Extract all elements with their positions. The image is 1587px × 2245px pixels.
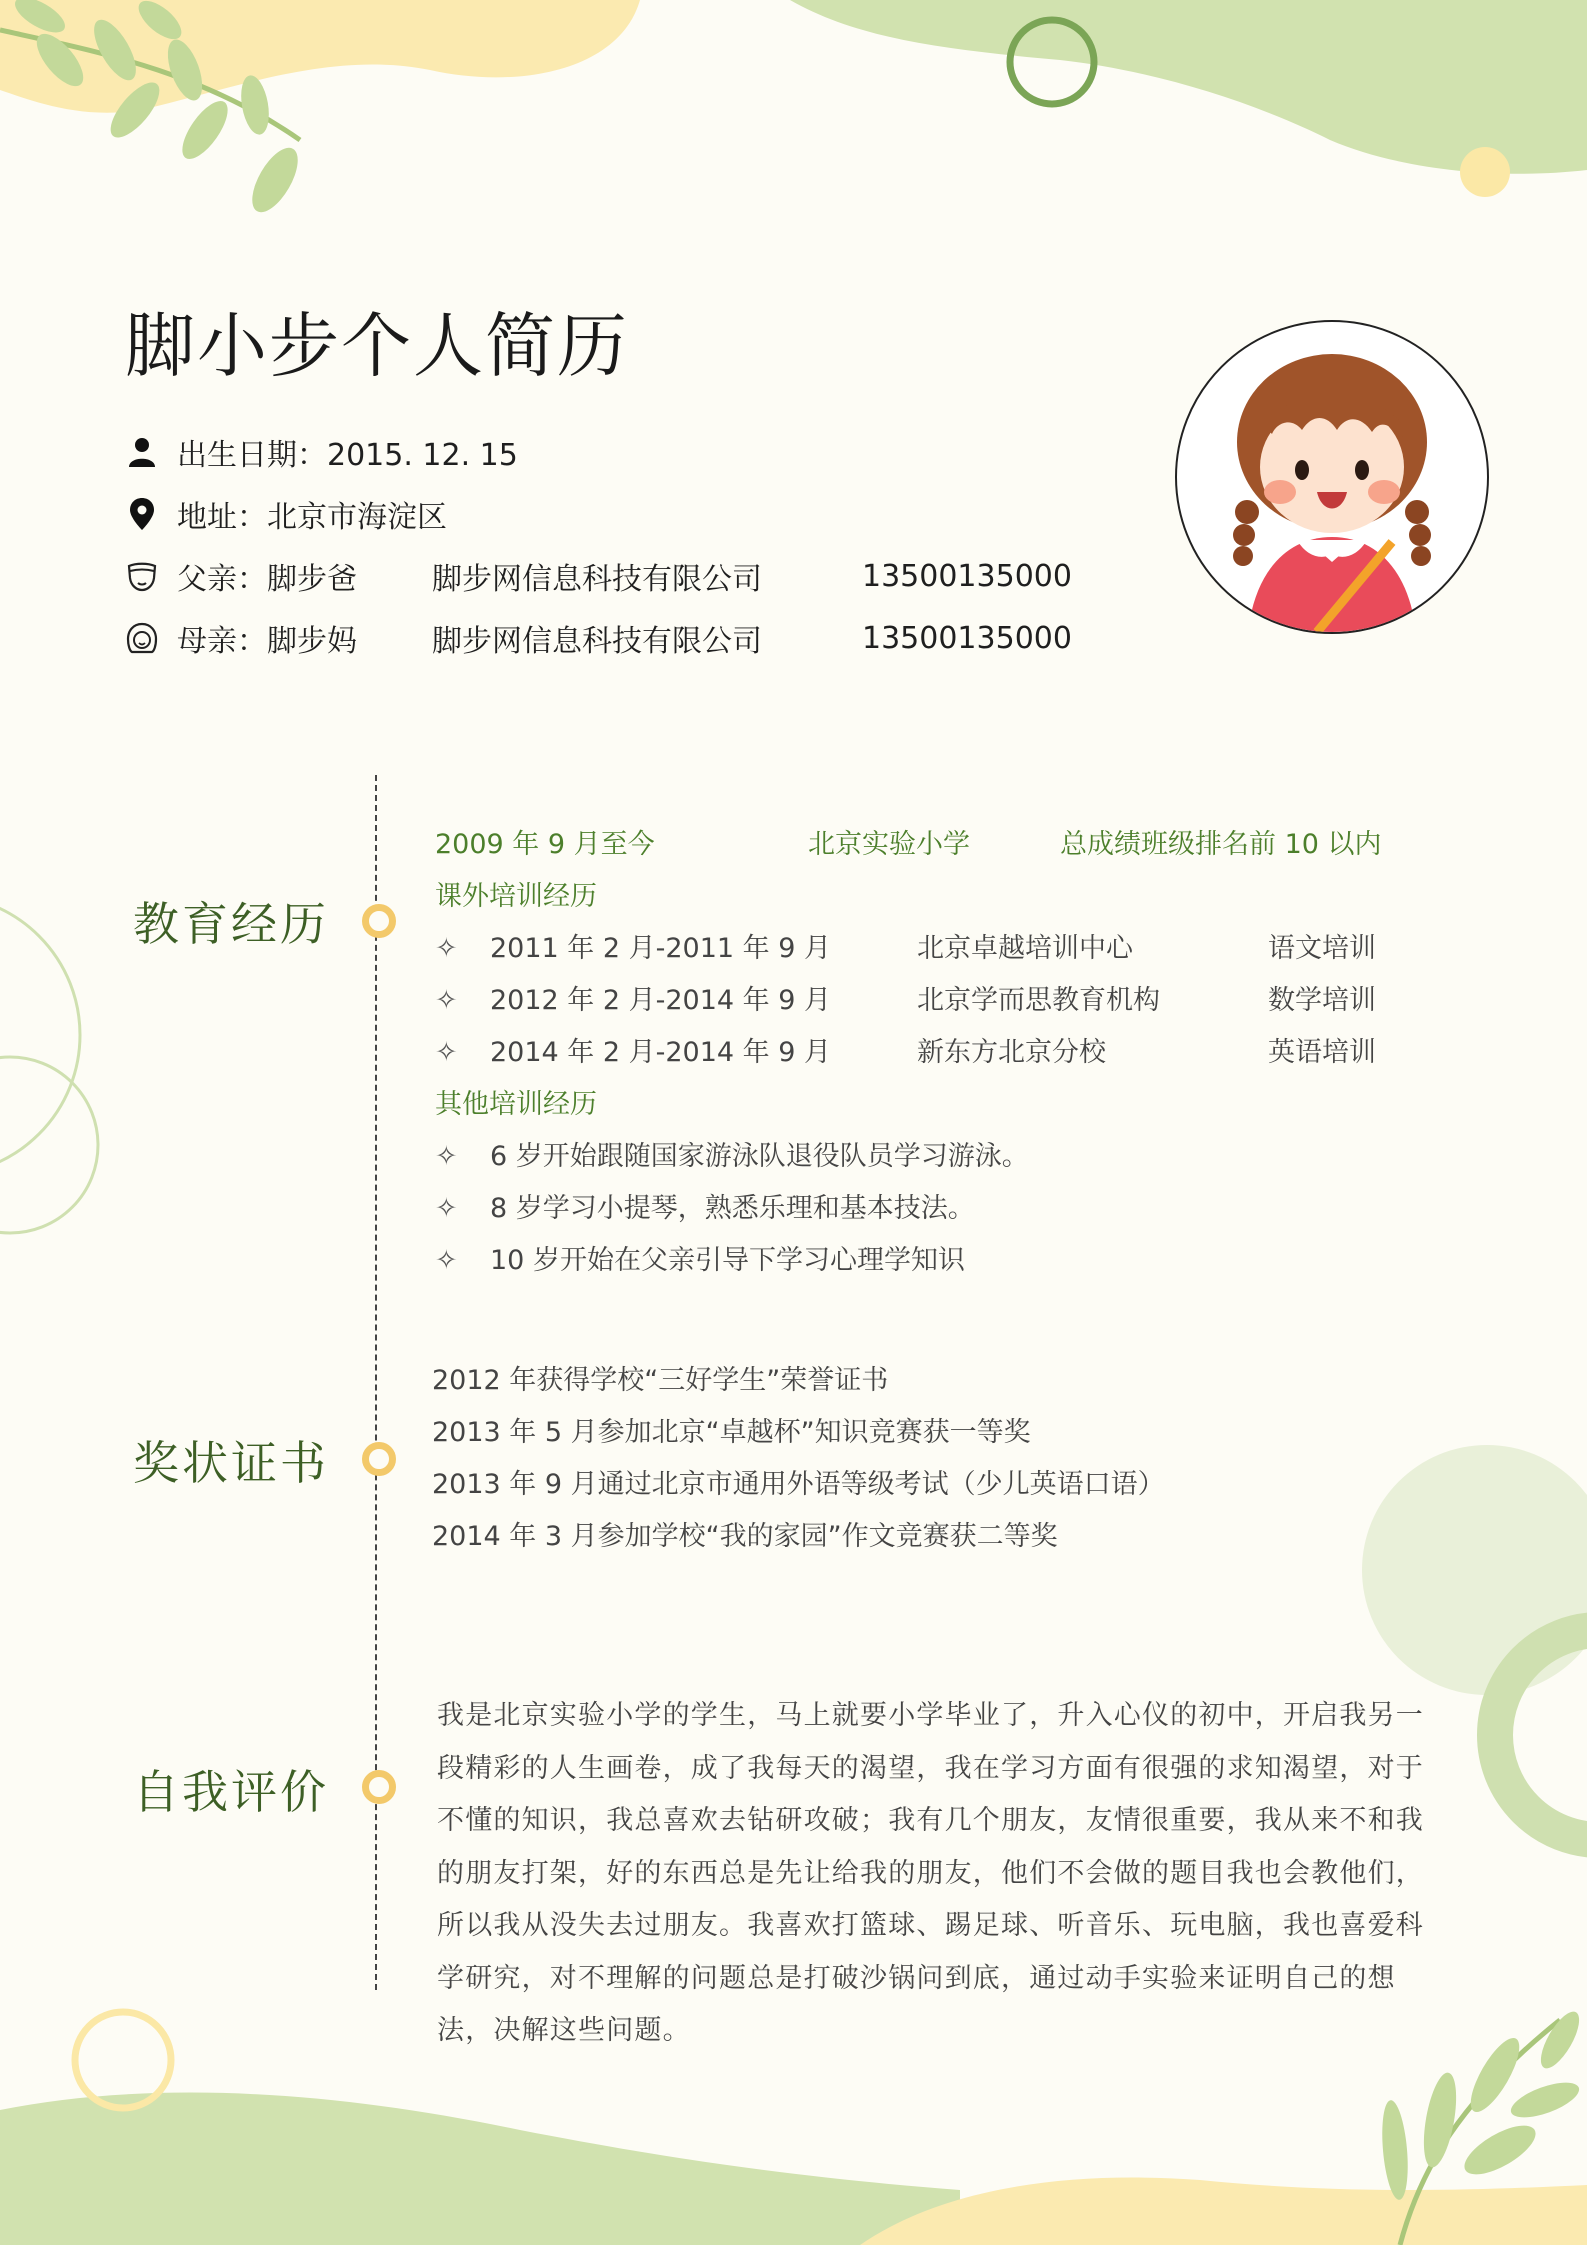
other-training-item — [435, 1189, 975, 1229]
training-row — [435, 981, 831, 1021]
father-phone: 13500135000 — [862, 558, 1072, 594]
award-item: 2012 年获得学校“三好学生”荣誉证书 — [432, 1365, 889, 1396]
leaf-branch-top-left — [0, 0, 307, 219]
top-right-dot — [1460, 147, 1510, 197]
page-title: 脚小步个人简历 — [125, 305, 629, 387]
timeline-node-awards — [362, 1442, 396, 1476]
section-title-self: 自我评价 — [133, 1765, 329, 1819]
father-row — [125, 556, 1072, 596]
address-row — [125, 494, 447, 534]
father-icon — [125, 559, 159, 593]
training-row — [435, 1033, 831, 1073]
star-bullet-icon: ✧ — [435, 1141, 458, 1172]
training-row — [435, 929, 831, 969]
star-bullet-icon: ✧ — [435, 985, 458, 1016]
right-ring — [1495, 1630, 1587, 1840]
education-school: 北京实验小学 — [808, 829, 970, 860]
award-item: 2014 年 3 月参加学校“我的家园”作文竞赛获二等奖 — [432, 1521, 1058, 1552]
bottom-left-blob — [0, 2093, 960, 2245]
mother-icon — [125, 621, 159, 655]
timeline-node-self — [362, 1770, 396, 1804]
education-period: 2009 年 9 月至今 — [435, 829, 655, 860]
training-type: 英语培训 — [1268, 1037, 1376, 1068]
top-right-blob — [790, 0, 1587, 174]
training-period: 2011 年 2 月-2011 年 9 月 — [490, 933, 832, 964]
bottom-right-blob — [860, 2178, 1587, 2245]
other-training-text: 10 岁开始在父亲引导下学习心理学知识 — [490, 1245, 965, 1276]
other-training-title: 其他培训经历 — [435, 1089, 597, 1120]
location-pin-icon — [125, 497, 159, 531]
other-training-item — [435, 1241, 965, 1281]
training-type: 语文培训 — [1268, 933, 1376, 964]
top-left-blob — [0, 0, 640, 113]
timeline-node-education — [362, 904, 396, 938]
right-circle-large — [1362, 1445, 1587, 1695]
section-title-education: 教育经历 — [133, 897, 329, 951]
other-training-item — [435, 1137, 1029, 1177]
avatar — [1175, 320, 1489, 634]
self-evaluation-text: 我是北京实验小学的学生，马上就要小学毕业了，升入心仪的初中，开启我另一段精彩的人生画卷，成了我每天的渴望，我在学习方面有很强的求知渴望，对于不懂的知识，我总喜欢去钻研攻破；我有几个朋友，友情很重要，我从来不和我的朋友打架，好的东西总是先让给我的朋友，他们不会做的题目我也会教他们，所以我从没失去过朋友。我喜欢打篮球、踢足球、听音乐、玩电脑，我也喜爱科学研究，对不理解的问题总是打破沙锅问到底，通过动手实验来证明自己的想法，决解这些问题。 — [437, 1700, 1424, 2046]
other-training-text: 6 岁开始跟随国家游泳队退役队员学习游泳。 — [490, 1141, 1029, 1172]
left-circle-large — [0, 895, 80, 1175]
mother-company: 脚步网信息科技有限公司 — [432, 624, 762, 659]
training-org: 北京学而思教育机构 — [917, 985, 1160, 1016]
training-org: 北京卓越培训中心 — [917, 933, 1133, 964]
top-ring — [1010, 20, 1094, 104]
award-item: 2013 年 9 月通过北京市通用外语等级考试（少儿英语口语） — [432, 1469, 1165, 1500]
star-bullet-icon: ✧ — [435, 1245, 458, 1276]
star-bullet-icon: ✧ — [435, 933, 458, 964]
other-training-text: 8 岁学习小提琴，熟悉乐理和基本技法。 — [490, 1193, 975, 1224]
award-item: 2013 年 5 月参加北京“卓越杯”知识竞赛获一等奖 — [432, 1417, 1031, 1448]
person-icon — [125, 435, 159, 469]
training-type: 数学培训 — [1268, 985, 1376, 1016]
star-bullet-icon: ✧ — [435, 1037, 458, 1068]
training-period: 2012 年 2 月-2014 年 9 月 — [490, 985, 832, 1016]
birth-date: 出生日期：2015. 12. 15 — [177, 438, 518, 473]
address: 地址：北京市海淀区 — [177, 500, 447, 535]
mother-phone: 13500135000 — [862, 620, 1072, 656]
left-circle-small — [0, 1057, 98, 1233]
training-period: 2014 年 2 月-2014 年 9 月 — [490, 1037, 832, 1068]
bottom-ring — [75, 2012, 171, 2108]
extracurricular-title: 课外培训经历 — [435, 881, 597, 912]
timeline-line — [375, 775, 377, 1990]
star-bullet-icon: ✧ — [435, 1193, 458, 1224]
education-rank: 总成绩班级排名前 10 以内 — [1060, 829, 1382, 860]
father-company: 脚步网信息科技有限公司 — [432, 562, 762, 597]
training-org: 新东方北京分校 — [917, 1037, 1106, 1068]
section-title-awards: 奖状证书 — [133, 1436, 329, 1490]
birth-row — [125, 432, 518, 472]
girl-avatar-illustration — [1177, 322, 1487, 632]
mother-row — [125, 618, 1072, 658]
father-name: 父亲：脚步爸 — [177, 562, 357, 597]
mother-name: 母亲：脚步妈 — [177, 624, 357, 659]
